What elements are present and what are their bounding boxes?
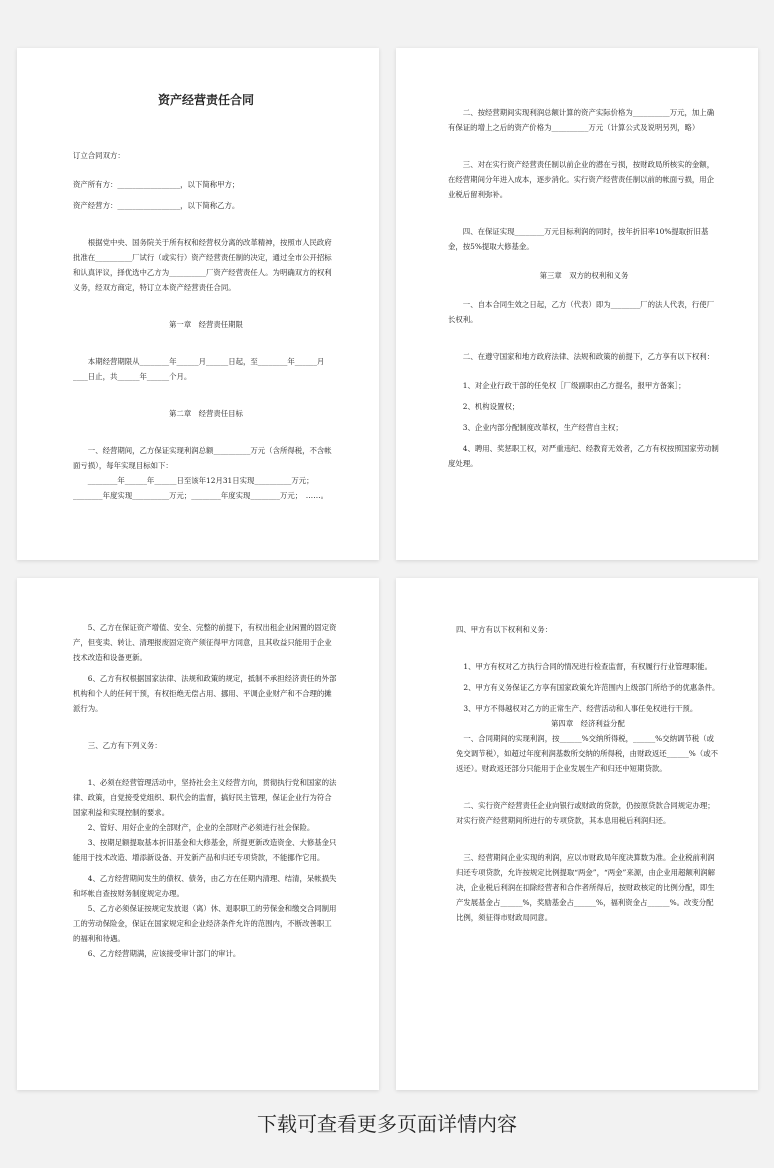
- rights-item-6: 6、乙方有权根据国家法律、法规和政策的规定，抵制不承担经济责任的外部机构和个人的任何干预，有权拒绝无偿占用、挪用、平调企业财产和不合理的摊派行为。: [73, 674, 337, 713]
- party-a-right-3: 3、甲方不得越权对乙方的正常生产、经营活动和人事任免权进行干预。: [463, 704, 698, 713]
- distribution-clause-1: 一、合同期间的实现利润，按______%交纳所得税，______%交纳调节税（或免交调节税），如超过年度利润基数所交纳的所得税，由财政返还______%（或不返还）。财政返还部分只能用于企业发展生产和归还中短期贷款。: [456, 734, 718, 773]
- chapter-3-heading: 第三章 双方的权利和义务: [539, 271, 629, 280]
- rights-item-4: 4、聘用、奖惩职工权，对严重违纪、经教育无效者，乙方有权按照国家劳动制度处理。: [448, 444, 719, 468]
- document-page-2: [396, 48, 758, 560]
- clause-2-asset-price: 二、按经营期间实现利润总额计算的资产实际价格为__________万元，加上确有保证的增上之后的资产价格为__________万元（计算公式及说明另列，略）: [448, 108, 715, 132]
- rights-clause-1: 一、自本合同生效之日起，乙方（代表）即为________厂的法人代表，行使厂长权利。: [448, 300, 715, 324]
- chapter-4-heading: 第四章 经济利益分配: [551, 719, 625, 728]
- distribution-clause-3: 三、经营期间企业实现的利润，应以市财政局年度决算数为准。企业税前利润归还专项贷款，允许按规定比例提取“两金”，“两金”来源，由企业用超额利润解决，企业税后利润在扣除经营者和合作者所得后，按财政核定的比例分配，即生产发展基金占______%，奖励基金占______%，福利资金占______%。改变分配比例，须征得市财政局同意。: [456, 853, 716, 922]
- rights-item-1: 1、对企业行政干部的任免权［厂级副职由乙方提名，报甲方备案］；: [462, 381, 686, 390]
- profit-target-paragraph: 一、经营期间，乙方保证实现利润总额__________万元（含所得税，不含帐面亏损），每年实现目标如下：: [73, 446, 332, 470]
- obligation-item-5: 5、乙方必须保证按规定发放退（离）休、退职职工的劳保金和缴交合同制用工的劳动保险金，保证在国家规定和企业经济条件允许的范围内，不断改善职工的福利和待遇。: [73, 904, 337, 943]
- party-a-right-1: 1、甲方有权对乙方执行合同的情况进行检查监督，有权履行行业管理职能。: [463, 662, 712, 671]
- rights-clause-2: 二、在遵守国家和地方政府法律、法规和政策的前提下，乙方享有以下权利：: [462, 352, 715, 361]
- download-more-caption: 下载可查看更多页面详情内容: [257, 1112, 517, 1136]
- clause-4-depreciation: 四、在保证实现________万元目标利润的同时，按年折旧率10%提取折旧基金，按5%提取大修基金。: [448, 227, 709, 251]
- obligation-item-3: 3、按期足额提取基本折旧基金和大修基金，所提更新改造资金、大修基金只能用于技术改造、增添新设备、开发新产品和归还专项贷款，不能挪作它用。: [73, 838, 337, 862]
- contract-title: 资产经营责任合同: [157, 93, 254, 107]
- chapter-2-heading: 第二章 经营责任目标: [169, 409, 243, 418]
- term-paragraph: 本期经营期限从________年______月______日起，至________年______月____日止，共______年______个月。: [73, 357, 325, 381]
- rights-item-3: 3、企业内部分配制度改革权，生产经营自主权；: [462, 423, 623, 432]
- document-page-3: [17, 578, 379, 1090]
- document-page-4: [396, 578, 758, 1090]
- clause-3-losses: 三、对在实行资产经营责任制以前企业的潜在亏损，按财政局所核实的金额，在经营期间分年进入成本，逐步消化。实行资产经营责任制以前的帐面亏损，用企业税后留利弥补。: [448, 160, 715, 199]
- obligation-item-2: 2、管好、用好企业的全部财产，企业的全部财产必须进行社会保险。: [87, 823, 315, 832]
- distribution-clause-2: 二、实行资产经营责任企业向银行或财政的贷款，仍按原贷款合同规定办理；对实行资产经营期间所进行的专项贷款，其本息用税后利润归还。: [456, 801, 715, 825]
- rights-item-5: 5、乙方在保证资产增值、安全、完整的前提下，有权出租企业闲置的固定资产，但变卖、转让、清理报废固定资产须征得甲方同意，且其收益只能用于企业技术改造和设备更新。: [73, 623, 337, 662]
- party-a-line: 资产所有方：_________________，以下简称甲方；: [73, 180, 240, 189]
- contract-parties-label: 订立合同双方：: [73, 151, 125, 160]
- party-b-line: 资产经营方：_________________，以下简称乙方。: [73, 201, 240, 210]
- party-a-rights-heading: 四、甲方有以下权利和义务：: [456, 625, 553, 634]
- chapter-1-heading: 第一章 经营责任期限: [169, 320, 243, 329]
- obligation-item-6: 6、乙方经营期满，应该接受审计部门的审计。: [87, 949, 241, 958]
- rights-item-2: 2、机构设置权；: [462, 402, 520, 411]
- preamble-paragraph: 根据党中央、国务院关于所有权和经营权分离的改革精神，按照市人民政府批准在__________厂试行（或实行）资产经营责任制的决定，通过全市公开招标和认真评议，择优选中乙方为__________厂资产经营责任人。为明确双方的权利义务，经双方商定，特订立本资产经营责任合同。: [73, 238, 332, 292]
- obligation-item-4: 4、乙方经营期间发生的债权、债务，由乙方在任期内清理、结清，呆帐损失和坏帐自查按财务制度规定办理。: [73, 874, 337, 898]
- yearly-target-paragraph: ________年______年______日至该年12月31日实现__________万元；________年度实现__________万元；________年度实现________万元； ……。: [73, 476, 328, 500]
- document-page-1: [17, 48, 379, 560]
- obligations-heading: 三、乙方有下列义务：: [87, 741, 162, 750]
- party-a-right-2: 2、甲方有义务保证乙方享有国家政策允许范围内上级部门所给予的优惠条件。: [463, 683, 720, 692]
- obligation-item-1: 1、必须在经营管理活动中，坚持社会主义经营方向，贯彻执行党和国家的法律、政策，自觉接受党组织、职代会的监督，搞好民主管理，保证企业行为符合国家利益和实现控制的要求。: [73, 778, 337, 817]
